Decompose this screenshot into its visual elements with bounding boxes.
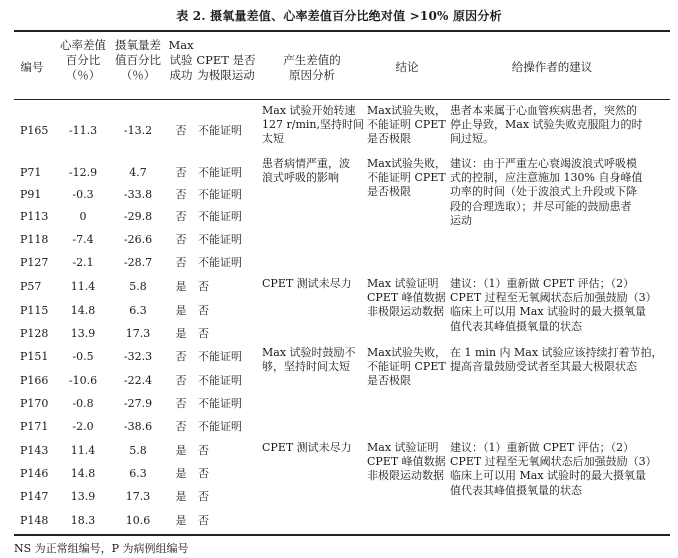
header-reason: 产生差值的 原因分析 bbox=[283, 53, 341, 82]
header-rule bbox=[14, 99, 670, 100]
cell-hr-diff: -0.8 bbox=[72, 397, 94, 410]
cell-cpet-limit: 不能证明 bbox=[198, 233, 242, 246]
cell-advice: 建议：（1）重新做 CPET 评估；（2） CPET 过程至无氧阈状态后加强鼓励（3） 临床上可以用 Max 试验时的最大摄氧量 值代表其峰值摄氧量的状态 bbox=[450, 441, 657, 497]
cell-hr-diff: 14.8 bbox=[70, 304, 96, 317]
cell-hr-diff: -12.9 bbox=[68, 166, 98, 179]
cell-vo2-diff: -38.6 bbox=[123, 420, 153, 433]
cell-id: P57 bbox=[20, 280, 42, 293]
cell-cpet-limit: 不能证明 bbox=[198, 124, 242, 137]
cell-max-success: 否 bbox=[175, 124, 187, 137]
cell-max-success: 是 bbox=[175, 280, 187, 293]
cell-hr-diff: 14.8 bbox=[70, 467, 96, 480]
cell-max-success: 否 bbox=[175, 233, 187, 246]
cell-vo2-diff: -13.2 bbox=[123, 124, 153, 137]
cell-vo2-diff: 5.8 bbox=[129, 280, 147, 293]
cell-vo2-diff: -29.8 bbox=[123, 210, 153, 223]
cell-vo2-diff: 17.3 bbox=[125, 327, 151, 340]
cell-reason: CPET 测试未尽力 bbox=[262, 441, 352, 454]
cell-id: P146 bbox=[20, 467, 49, 480]
cell-hr-diff: 18.3 bbox=[70, 514, 96, 527]
cell-id: P115 bbox=[20, 304, 49, 317]
table-caption: 表 2. 摄氧量差值、心率差值百分比绝对值 >10% 原因分析 bbox=[176, 9, 502, 23]
cell-cpet-limit: 不能证明 bbox=[198, 166, 242, 179]
cell-vo2-diff: -32.3 bbox=[123, 350, 153, 363]
cell-hr-diff: -0.5 bbox=[72, 350, 94, 363]
cell-id: P113 bbox=[20, 210, 49, 223]
cell-conclusion: Max试验失败， 不能证明 CPET 是否极限 bbox=[367, 104, 447, 146]
cell-cpet-limit: 不能证明 bbox=[198, 210, 242, 223]
cell-vo2-diff: -22.4 bbox=[123, 374, 153, 387]
cell-vo2-diff: 6.3 bbox=[129, 304, 147, 317]
cell-vo2-diff: 5.8 bbox=[129, 444, 147, 457]
header-id: 编号 bbox=[20, 60, 44, 74]
cell-cpet-limit: 否 bbox=[198, 490, 209, 503]
cell-max-success: 否 bbox=[175, 374, 187, 387]
cell-max-success: 是 bbox=[175, 304, 187, 317]
cell-conclusion: Max试验失败， 不能证明 CPET 是否极限 bbox=[367, 346, 447, 388]
footnote: NS 为正常组编号，P 为病例组编号 bbox=[14, 542, 189, 555]
cell-advice: 建议：由于严重左心衰竭波浪式呼吸模 式的控制，应注意施加 130% 自身峰值 功率的时间（处于波浪式上升段或下降 段的合理选取）；并尽可能的鼓励患者 运动 bbox=[450, 157, 643, 227]
cell-hr-diff: 11.4 bbox=[70, 444, 96, 457]
header-conclusion: 结论 bbox=[395, 60, 419, 74]
cell-id: P171 bbox=[20, 420, 49, 433]
cell-id: P127 bbox=[20, 256, 49, 269]
cell-id: P71 bbox=[20, 166, 42, 179]
cell-reason: Max 试验时鼓励不 够，坚持时间太短 bbox=[262, 346, 356, 374]
header-vo2-diff: 摄氧量差 值百分比 （％） bbox=[115, 38, 161, 82]
cell-max-success: 是 bbox=[175, 444, 187, 457]
cell-reason: 患者病情严重，波 浪式呼吸的影响 bbox=[262, 157, 350, 185]
cell-max-success: 否 bbox=[175, 210, 187, 223]
header-advice: 给操作者的建议 bbox=[511, 60, 593, 74]
header-hr-diff: 心率差值 百分比 （％） bbox=[60, 38, 106, 82]
cell-max-success: 是 bbox=[175, 467, 187, 480]
cell-id: P91 bbox=[20, 188, 42, 201]
cell-id: P143 bbox=[20, 444, 49, 457]
cell-conclusion: Max 试验证明 CPET 峰值数据 非极限运动数据 bbox=[367, 277, 446, 319]
cell-id: P165 bbox=[20, 124, 49, 137]
cell-vo2-diff: 10.6 bbox=[125, 514, 151, 527]
cell-vo2-diff: -26.6 bbox=[123, 233, 153, 246]
cell-cpet-limit: 否 bbox=[198, 514, 209, 527]
cell-hr-diff: 13.9 bbox=[70, 327, 96, 340]
cell-max-success: 否 bbox=[175, 188, 187, 201]
cell-id: P170 bbox=[20, 397, 49, 410]
cell-cpet-limit: 否 bbox=[198, 304, 209, 317]
cell-hr-diff: -10.6 bbox=[68, 374, 98, 387]
cell-cpet-limit: 不能证明 bbox=[198, 374, 242, 387]
cell-vo2-diff: 6.3 bbox=[129, 467, 147, 480]
cell-max-success: 否 bbox=[175, 397, 187, 410]
cell-conclusion: Max 试验证明 CPET 峰值数据 非极限运动数据 bbox=[367, 441, 446, 483]
header-cpet-limit: CPET 是否 为极限运动 bbox=[196, 53, 256, 82]
header-max-success: Max 试验 成功 bbox=[168, 38, 194, 82]
cell-vo2-diff: -28.7 bbox=[123, 256, 153, 269]
cell-cpet-limit: 不能证明 bbox=[198, 350, 242, 363]
cell-hr-diff: -0.3 bbox=[72, 188, 94, 201]
cell-cpet-limit: 不能证明 bbox=[198, 420, 242, 433]
cell-reason: Max 试验开始转速 127 r/min,坚持时间 太短 bbox=[262, 104, 364, 146]
cell-max-success: 是 bbox=[175, 514, 187, 527]
cell-id: P118 bbox=[20, 233, 49, 246]
cell-id: P166 bbox=[20, 374, 49, 387]
cell-cpet-limit: 不能证明 bbox=[198, 188, 242, 201]
cell-cpet-limit: 否 bbox=[198, 444, 209, 457]
cell-max-success: 否 bbox=[175, 350, 187, 363]
cell-id: P148 bbox=[20, 514, 49, 527]
cell-advice: 在 1 min 内 Max 试验应该持续打着节拍， 提高音量鼓励受试者至其最大极限状态 bbox=[450, 346, 663, 374]
cell-advice: 建议：（1）重新做 CPET 评估；（2） CPET 过程至无氧阈状态后加强鼓励（3） 临床上可以用 Max 试验时的最大摄氧量 值代表其峰值摄氧量的状态 bbox=[450, 277, 657, 333]
cell-max-success: 否 bbox=[175, 256, 187, 269]
cell-max-success: 是 bbox=[175, 327, 187, 340]
cell-id: P147 bbox=[20, 490, 49, 503]
cell-hr-diff: -2.0 bbox=[72, 420, 94, 433]
cell-max-success: 是 bbox=[175, 490, 187, 503]
cell-conclusion: Max试验失败， 不能证明 CPET 是否极限 bbox=[367, 157, 447, 199]
cell-cpet-limit: 否 bbox=[198, 327, 209, 340]
cell-id: P151 bbox=[20, 350, 49, 363]
cell-cpet-limit: 否 bbox=[198, 467, 209, 480]
cell-cpet-limit: 不能证明 bbox=[198, 397, 242, 410]
cell-hr-diff: -2.1 bbox=[72, 256, 94, 269]
cell-hr-diff: -11.3 bbox=[68, 124, 98, 137]
cell-hr-diff: -7.4 bbox=[72, 233, 94, 246]
cell-hr-diff: 11.4 bbox=[70, 280, 96, 293]
cell-cpet-limit: 不能证明 bbox=[198, 256, 242, 269]
cell-max-success: 否 bbox=[175, 420, 187, 433]
cell-vo2-diff: -33.8 bbox=[123, 188, 153, 201]
cell-cpet-limit: 否 bbox=[198, 280, 209, 293]
cell-vo2-diff: 17.3 bbox=[125, 490, 151, 503]
cell-advice: 患者本来属于心血管疾病患者，突然的 停止导致，Max 试验失败克服阻力的时 间过短。 bbox=[450, 104, 643, 146]
cell-max-success: 否 bbox=[175, 166, 187, 179]
cell-id: P128 bbox=[20, 327, 49, 340]
cell-hr-diff: 13.9 bbox=[70, 490, 96, 503]
top-rule bbox=[14, 30, 670, 32]
bottom-rule bbox=[14, 534, 670, 536]
cell-vo2-diff: 4.7 bbox=[129, 166, 147, 179]
cell-reason: CPET 测试未尽力 bbox=[262, 277, 352, 290]
cell-hr-diff: 0 bbox=[79, 210, 87, 223]
cell-vo2-diff: -27.9 bbox=[123, 397, 153, 410]
